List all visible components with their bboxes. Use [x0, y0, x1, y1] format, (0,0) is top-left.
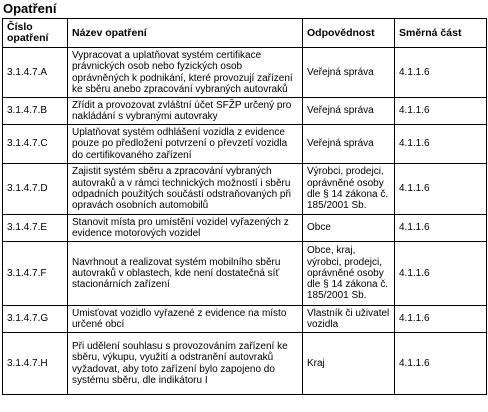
header-cislo-opatreni: Číslo opatření	[3, 19, 68, 48]
row-id: 3.1.4.7.B	[3, 98, 68, 125]
row-responsibility: Obce	[303, 215, 395, 242]
row-id: 3.1.4.7.E	[3, 215, 68, 242]
measures-table	[2, 18, 487, 395]
row-section: 4.1.1.6	[395, 215, 487, 242]
row-name: Zřídit a provozovat zvláštní účet SFŽP určený pro nakládání s vybranými autovraky	[68, 98, 303, 125]
header-odpovednost: Odpovědnost	[303, 19, 395, 48]
table-row	[3, 164, 487, 215]
row-name: Navrhnout a realizovat systém mobilního sběru autovraků v oblastech, kde není dostatečná síť stacionárních zařízení	[68, 242, 303, 306]
header-nazev-opatreni: Název opatření	[68, 19, 303, 48]
row-id: 3.1.4.7.H	[3, 333, 68, 395]
table-row	[3, 125, 487, 164]
row-responsibility: Obce, kraj, výrobci, prodejci, oprávněné osoby dle § 14 zákona č. 185/2001 Sb.	[303, 242, 395, 306]
header-smerna-cast: Směrná část	[395, 19, 487, 48]
row-section: 4.1.1.6	[395, 98, 487, 125]
row-id: 3.1.4.7.A	[3, 48, 68, 98]
row-name: Vypracovat a uplatňovat systém certifikace právnických osob nebo fyzických osob oprávněných k podnikání, které provozují zařízení ke sběru anebo zpracování vybraných autovraků	[68, 48, 303, 98]
row-name: Umisťovat vozidlo vyřazené z evidence na místo určené obcí	[68, 306, 303, 333]
row-id: 3.1.4.7.G	[3, 306, 68, 333]
row-responsibility: Veřejná správa	[303, 98, 395, 125]
row-section: 4.1.1.6	[395, 48, 487, 98]
table-row	[3, 48, 487, 98]
row-id: 3.1.4.7.F	[3, 242, 68, 306]
row-section: 4.1.1.6	[395, 125, 487, 164]
table-row	[3, 98, 487, 125]
row-name: Zajistit systém sběru a zpracování vybraných autovraků a v rámci technických možností i sběru odpadních použitých součástí odstraňovaných při opravách osobních automobilů	[68, 164, 303, 215]
table-row	[3, 242, 487, 306]
row-name: Při udělení souhlasu s provozováním zařízení ke sběru, výkupu, využití a odstranění autovraků vyžadovat, aby toto zařízení bylo zapojeno do systému sběru, dle indikátoru I	[68, 333, 303, 395]
row-responsibility: Vlastník či uživatel vozidla	[303, 306, 395, 333]
row-id: 3.1.4.7.C	[3, 125, 68, 164]
row-responsibility: Kraj	[303, 333, 395, 395]
row-section: 4.1.1.6	[395, 333, 487, 395]
row-responsibility: Výrobci, prodejci, oprávněné osoby dle § 14 zákona č. 185/2001 Sb.	[303, 164, 395, 215]
row-responsibility: Veřejná správa	[303, 125, 395, 164]
section-heading: Opatření	[3, 1, 57, 16]
table-row	[3, 333, 487, 395]
table-row	[3, 306, 487, 333]
table-row	[3, 215, 487, 242]
table-header-row	[3, 19, 487, 48]
row-responsibility: Veřejná správa	[303, 48, 395, 98]
row-section: 4.1.1.6	[395, 306, 487, 333]
row-section: 4.1.1.6	[395, 242, 487, 306]
row-name: Stanovit místa pro umístění vozidel vyřazených z evidence motorových vozidel	[68, 215, 303, 242]
row-id: 3.1.4.7.D	[3, 164, 68, 215]
row-section: 4.1.1.6	[395, 164, 487, 215]
row-name: Uplatňovat systém odhlášení vozidla z evidence pouze po předložení potvrzení o převzetí vozidla do certifikovaného zařízení	[68, 125, 303, 164]
